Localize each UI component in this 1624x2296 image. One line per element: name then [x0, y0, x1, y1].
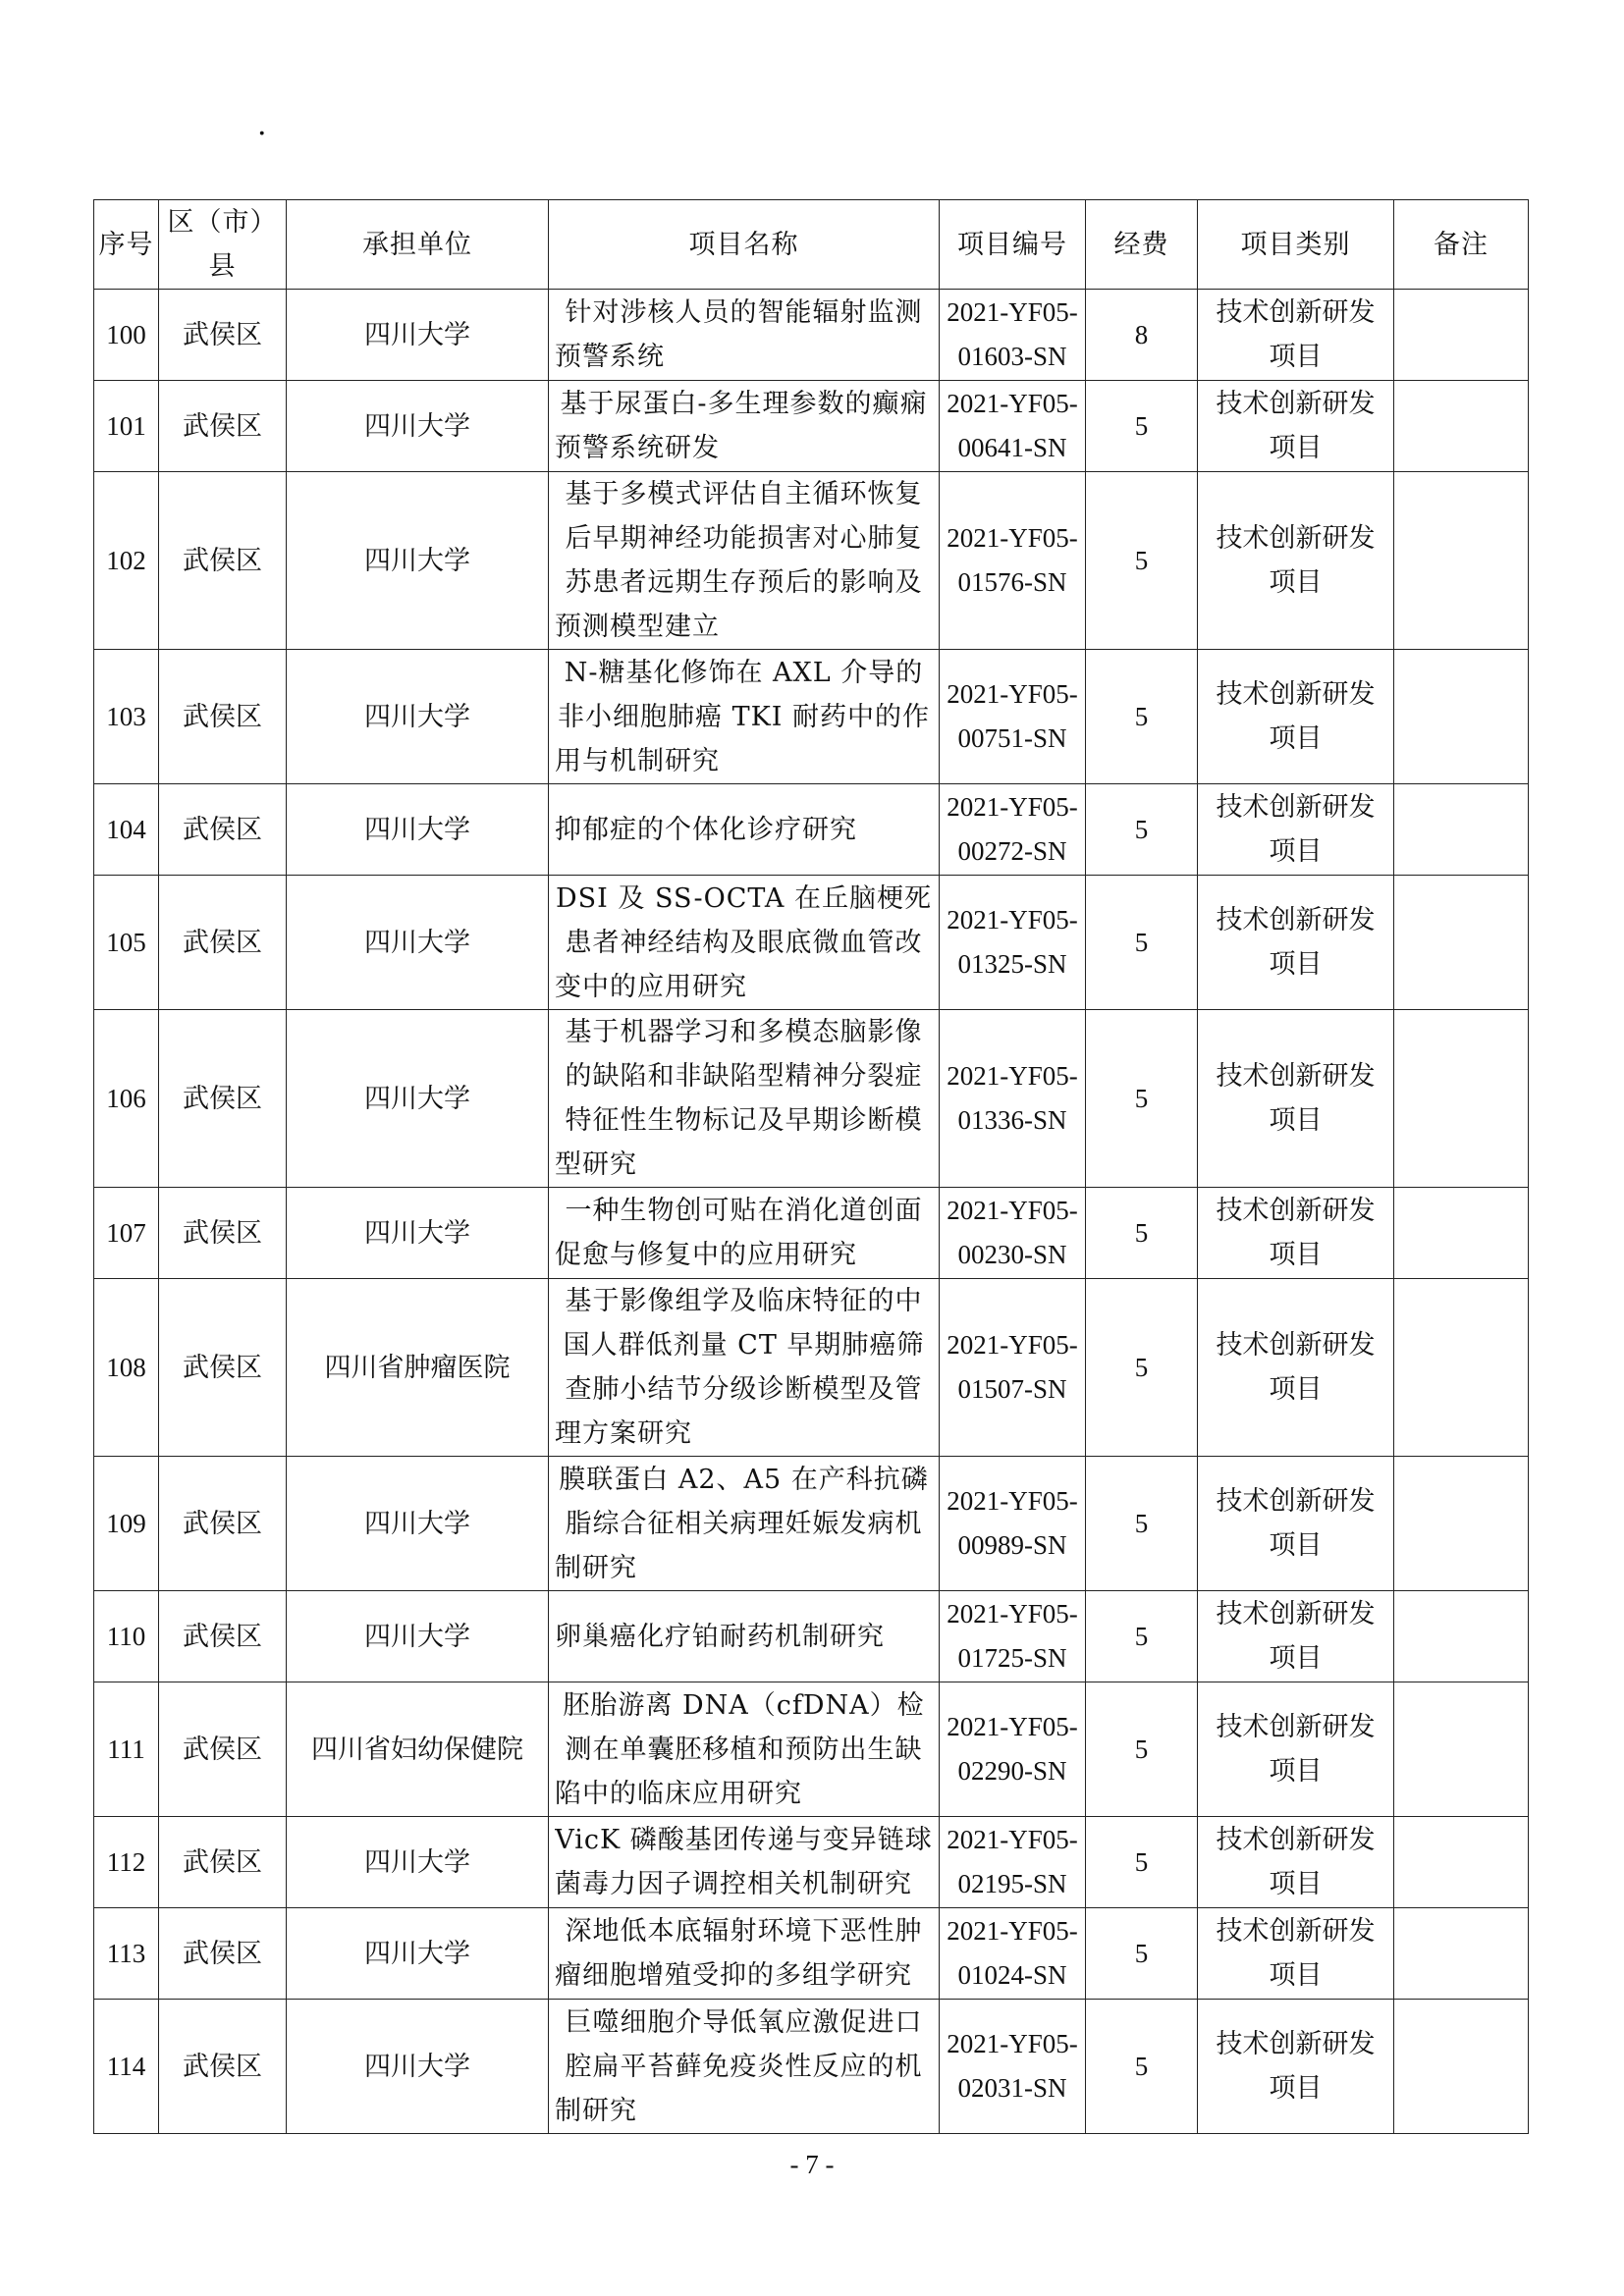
- table-row: [94, 2000, 1529, 2134]
- header-unit: 承担单位: [287, 200, 549, 290]
- cell-unit: 四川大学: [287, 1908, 549, 2000]
- table-row: [94, 1591, 1529, 1682]
- cell-project-type: 技术创新研发项目: [1198, 2000, 1394, 2134]
- cell-district: 武侯区: [159, 2000, 287, 2134]
- cell-project-code: 2021-YF05-01325-SN: [940, 876, 1086, 1010]
- cell-fund: 5: [1086, 650, 1198, 784]
- cell-unit: 四川大学: [287, 1457, 549, 1591]
- header-note: 备注: [1394, 200, 1529, 290]
- cell-project-name: DSI 及 SS-OCTA 在丘脑梗死患者神经结构及眼底微血管改变中的应用研究: [549, 876, 940, 1010]
- table-row: [94, 1682, 1529, 1817]
- cell-unit: 四川大学: [287, 381, 549, 472]
- header-code: 项目编号: [940, 200, 1086, 290]
- cell-unit: 四川大学: [287, 1591, 549, 1682]
- cell-project-name: N-糖基化修饰在 AXL 介导的非小细胞肺癌 TKI 耐药中的作用与机制研究: [549, 650, 940, 784]
- cell-project-name: 基于多模式评估自主循环恢复后早期神经功能损害对心肺复苏患者远期生存预后的影响及预测模型建立: [549, 472, 940, 650]
- cell-project-type: 技术创新研发项目: [1198, 1457, 1394, 1591]
- cell-no: 109: [94, 1457, 159, 1591]
- cell-fund: 5: [1086, 1817, 1198, 1908]
- cell-project-code: 2021-YF05-02195-SN: [940, 1817, 1086, 1908]
- cell-fund: 5: [1086, 1908, 1198, 2000]
- cell-project-type: 技术创新研发项目: [1198, 381, 1394, 472]
- cell-unit: 四川大学: [287, 290, 549, 381]
- cell-note: [1394, 472, 1529, 650]
- cell-no: 100: [94, 290, 159, 381]
- cell-project-type: 技术创新研发项目: [1198, 1908, 1394, 2000]
- cell-district: 武侯区: [159, 1188, 287, 1279]
- cell-project-type: 技术创新研发项目: [1198, 1682, 1394, 1817]
- cell-no: 112: [94, 1817, 159, 1908]
- cell-project-name: 卵巢癌化疗铂耐药机制研究: [549, 1591, 940, 1682]
- cell-district: 武侯区: [159, 1908, 287, 2000]
- table-row: [94, 290, 1529, 381]
- cell-fund: 5: [1086, 1457, 1198, 1591]
- cell-unit: 四川大学: [287, 1188, 549, 1279]
- cell-project-type: 技术创新研发项目: [1198, 1591, 1394, 1682]
- cell-note: [1394, 1908, 1529, 2000]
- cell-note: [1394, 876, 1529, 1010]
- cell-note: [1394, 1188, 1529, 1279]
- cell-no: 107: [94, 1188, 159, 1279]
- cell-unit: 四川省肿瘤医院: [287, 1279, 549, 1457]
- cell-project-code: 2021-YF05-00272-SN: [940, 784, 1086, 876]
- cell-unit: 四川大学: [287, 876, 549, 1010]
- table-row: [94, 472, 1529, 650]
- cell-project-code: 2021-YF05-02290-SN: [940, 1682, 1086, 1817]
- cell-note: [1394, 1682, 1529, 1817]
- cell-unit: 四川大学: [287, 2000, 549, 2134]
- cell-note: [1394, 381, 1529, 472]
- cell-project-code: 2021-YF05-01507-SN: [940, 1279, 1086, 1457]
- cell-project-name: 抑郁症的个体化诊疗研究: [549, 784, 940, 876]
- header-mark: ·: [257, 117, 267, 151]
- cell-fund: 5: [1086, 1010, 1198, 1188]
- cell-no: 111: [94, 1682, 159, 1817]
- cell-note: [1394, 1817, 1529, 1908]
- cell-project-name: 一种生物创可贴在消化道创面促愈与修复中的应用研究: [549, 1188, 940, 1279]
- cell-fund: 5: [1086, 1188, 1198, 1279]
- cell-unit: 四川大学: [287, 650, 549, 784]
- cell-project-code: 2021-YF05-00641-SN: [940, 381, 1086, 472]
- cell-no: 108: [94, 1279, 159, 1457]
- cell-fund: 5: [1086, 1591, 1198, 1682]
- cell-project-name: 基于影像组学及临床特征的中国人群低剂量 CT 早期肺癌筛查肺小结节分级诊断模型及管理方案研究: [549, 1279, 940, 1457]
- cell-district: 武侯区: [159, 1457, 287, 1591]
- cell-project-code: 2021-YF05-00989-SN: [940, 1457, 1086, 1591]
- table-row: [94, 381, 1529, 472]
- cell-project-name: 深地低本底辐射环境下恶性肿瘤细胞增殖受抑的多组学研究: [549, 1908, 940, 2000]
- project-table: [93, 199, 1529, 2134]
- cell-project-type: 技术创新研发项目: [1198, 472, 1394, 650]
- cell-no: 103: [94, 650, 159, 784]
- header-name: 项目名称: [549, 200, 940, 290]
- cell-project-name: 膜联蛋白 A2、A5 在产科抗磷脂综合征相关病理妊娠发病机制研究: [549, 1457, 940, 1591]
- cell-project-type: 技术创新研发项目: [1198, 650, 1394, 784]
- cell-fund: 5: [1086, 1279, 1198, 1457]
- table-row: [94, 784, 1529, 876]
- cell-district: 武侯区: [159, 650, 287, 784]
- cell-note: [1394, 2000, 1529, 2134]
- cell-project-type: 技术创新研发项目: [1198, 1279, 1394, 1457]
- table-row: [94, 1457, 1529, 1591]
- cell-district: 武侯区: [159, 1010, 287, 1188]
- cell-district: 武侯区: [159, 472, 287, 650]
- cell-district: 武侯区: [159, 1591, 287, 1682]
- header-district: 区（市）县: [159, 200, 287, 290]
- cell-unit: 四川大学: [287, 472, 549, 650]
- cell-no: 104: [94, 784, 159, 876]
- header-row: [94, 200, 1529, 290]
- cell-note: [1394, 1279, 1529, 1457]
- table-row: [94, 1908, 1529, 2000]
- cell-fund: 5: [1086, 784, 1198, 876]
- cell-fund: 5: [1086, 2000, 1198, 2134]
- cell-project-code: 2021-YF05-01024-SN: [940, 1908, 1086, 2000]
- cell-project-code: 2021-YF05-01603-SN: [940, 290, 1086, 381]
- cell-project-code: 2021-YF05-01336-SN: [940, 1010, 1086, 1188]
- cell-unit: 四川大学: [287, 1010, 549, 1188]
- cell-project-code: 2021-YF05-00230-SN: [940, 1188, 1086, 1279]
- cell-no: 105: [94, 876, 159, 1010]
- table-row: [94, 1817, 1529, 1908]
- cell-unit: 四川大学: [287, 784, 549, 876]
- cell-fund: 8: [1086, 290, 1198, 381]
- cell-fund: 5: [1086, 1682, 1198, 1817]
- cell-project-name: 针对涉核人员的智能辐射监测预警系统: [549, 290, 940, 381]
- header-type: 项目类别: [1198, 200, 1394, 290]
- cell-project-code: 2021-YF05-00751-SN: [940, 650, 1086, 784]
- cell-project-type: 技术创新研发项目: [1198, 1188, 1394, 1279]
- cell-district: 武侯区: [159, 290, 287, 381]
- cell-project-code: 2021-YF05-01725-SN: [940, 1591, 1086, 1682]
- cell-project-name: 胚胎游离 DNA（cfDNA）检测在单囊胚移植和预防出生缺陷中的临床应用研究: [549, 1682, 940, 1817]
- cell-project-type: 技术创新研发项目: [1198, 1010, 1394, 1188]
- cell-district: 武侯区: [159, 784, 287, 876]
- cell-project-name: VicK 磷酸基团传递与变异链球菌毒力因子调控相关机制研究: [549, 1817, 940, 1908]
- cell-district: 武侯区: [159, 1682, 287, 1817]
- cell-note: [1394, 1457, 1529, 1591]
- cell-district: 武侯区: [159, 1279, 287, 1457]
- cell-no: 113: [94, 1908, 159, 2000]
- cell-unit: 四川省妇幼保健院: [287, 1682, 549, 1817]
- cell-note: [1394, 1591, 1529, 1682]
- table-row: [94, 876, 1529, 1010]
- cell-note: [1394, 290, 1529, 381]
- cell-project-type: 技术创新研发项目: [1198, 876, 1394, 1010]
- cell-note: [1394, 650, 1529, 784]
- cell-project-type: 技术创新研发项目: [1198, 290, 1394, 381]
- cell-district: 武侯区: [159, 1817, 287, 1908]
- cell-fund: 5: [1086, 472, 1198, 650]
- cell-fund: 5: [1086, 876, 1198, 1010]
- cell-no: 102: [94, 472, 159, 650]
- cell-project-type: 技术创新研发项目: [1198, 784, 1394, 876]
- cell-no: 101: [94, 381, 159, 472]
- table-row: [94, 650, 1529, 784]
- cell-fund: 5: [1086, 381, 1198, 472]
- cell-project-code: 2021-YF05-01576-SN: [940, 472, 1086, 650]
- cell-no: 110: [94, 1591, 159, 1682]
- table-row: [94, 1188, 1529, 1279]
- header-no: 序号: [94, 200, 159, 290]
- cell-project-code: 2021-YF05-02031-SN: [940, 2000, 1086, 2134]
- cell-project-name: 巨噬细胞介导低氧应激促进口腔扁平苔藓免疫炎性反应的机制研究: [549, 2000, 940, 2134]
- cell-project-name: 基于尿蛋白-多生理参数的癫痫预警系统研发: [549, 381, 940, 472]
- cell-note: [1394, 784, 1529, 876]
- cell-project-name: 基于机器学习和多模态脑影像的缺陷和非缺陷型精神分裂症特征性生物标记及早期诊断模型研究: [549, 1010, 940, 1188]
- cell-district: 武侯区: [159, 876, 287, 1010]
- header-fund: 经费: [1086, 200, 1198, 290]
- page-number: - 7 -: [789, 2150, 835, 2179]
- table-row: [94, 1010, 1529, 1188]
- cell-project-type: 技术创新研发项目: [1198, 1817, 1394, 1908]
- cell-no: 106: [94, 1010, 159, 1188]
- cell-no: 114: [94, 2000, 159, 2134]
- cell-district: 武侯区: [159, 381, 287, 472]
- cell-note: [1394, 1010, 1529, 1188]
- table-row: [94, 1279, 1529, 1457]
- cell-unit: 四川大学: [287, 1817, 549, 1908]
